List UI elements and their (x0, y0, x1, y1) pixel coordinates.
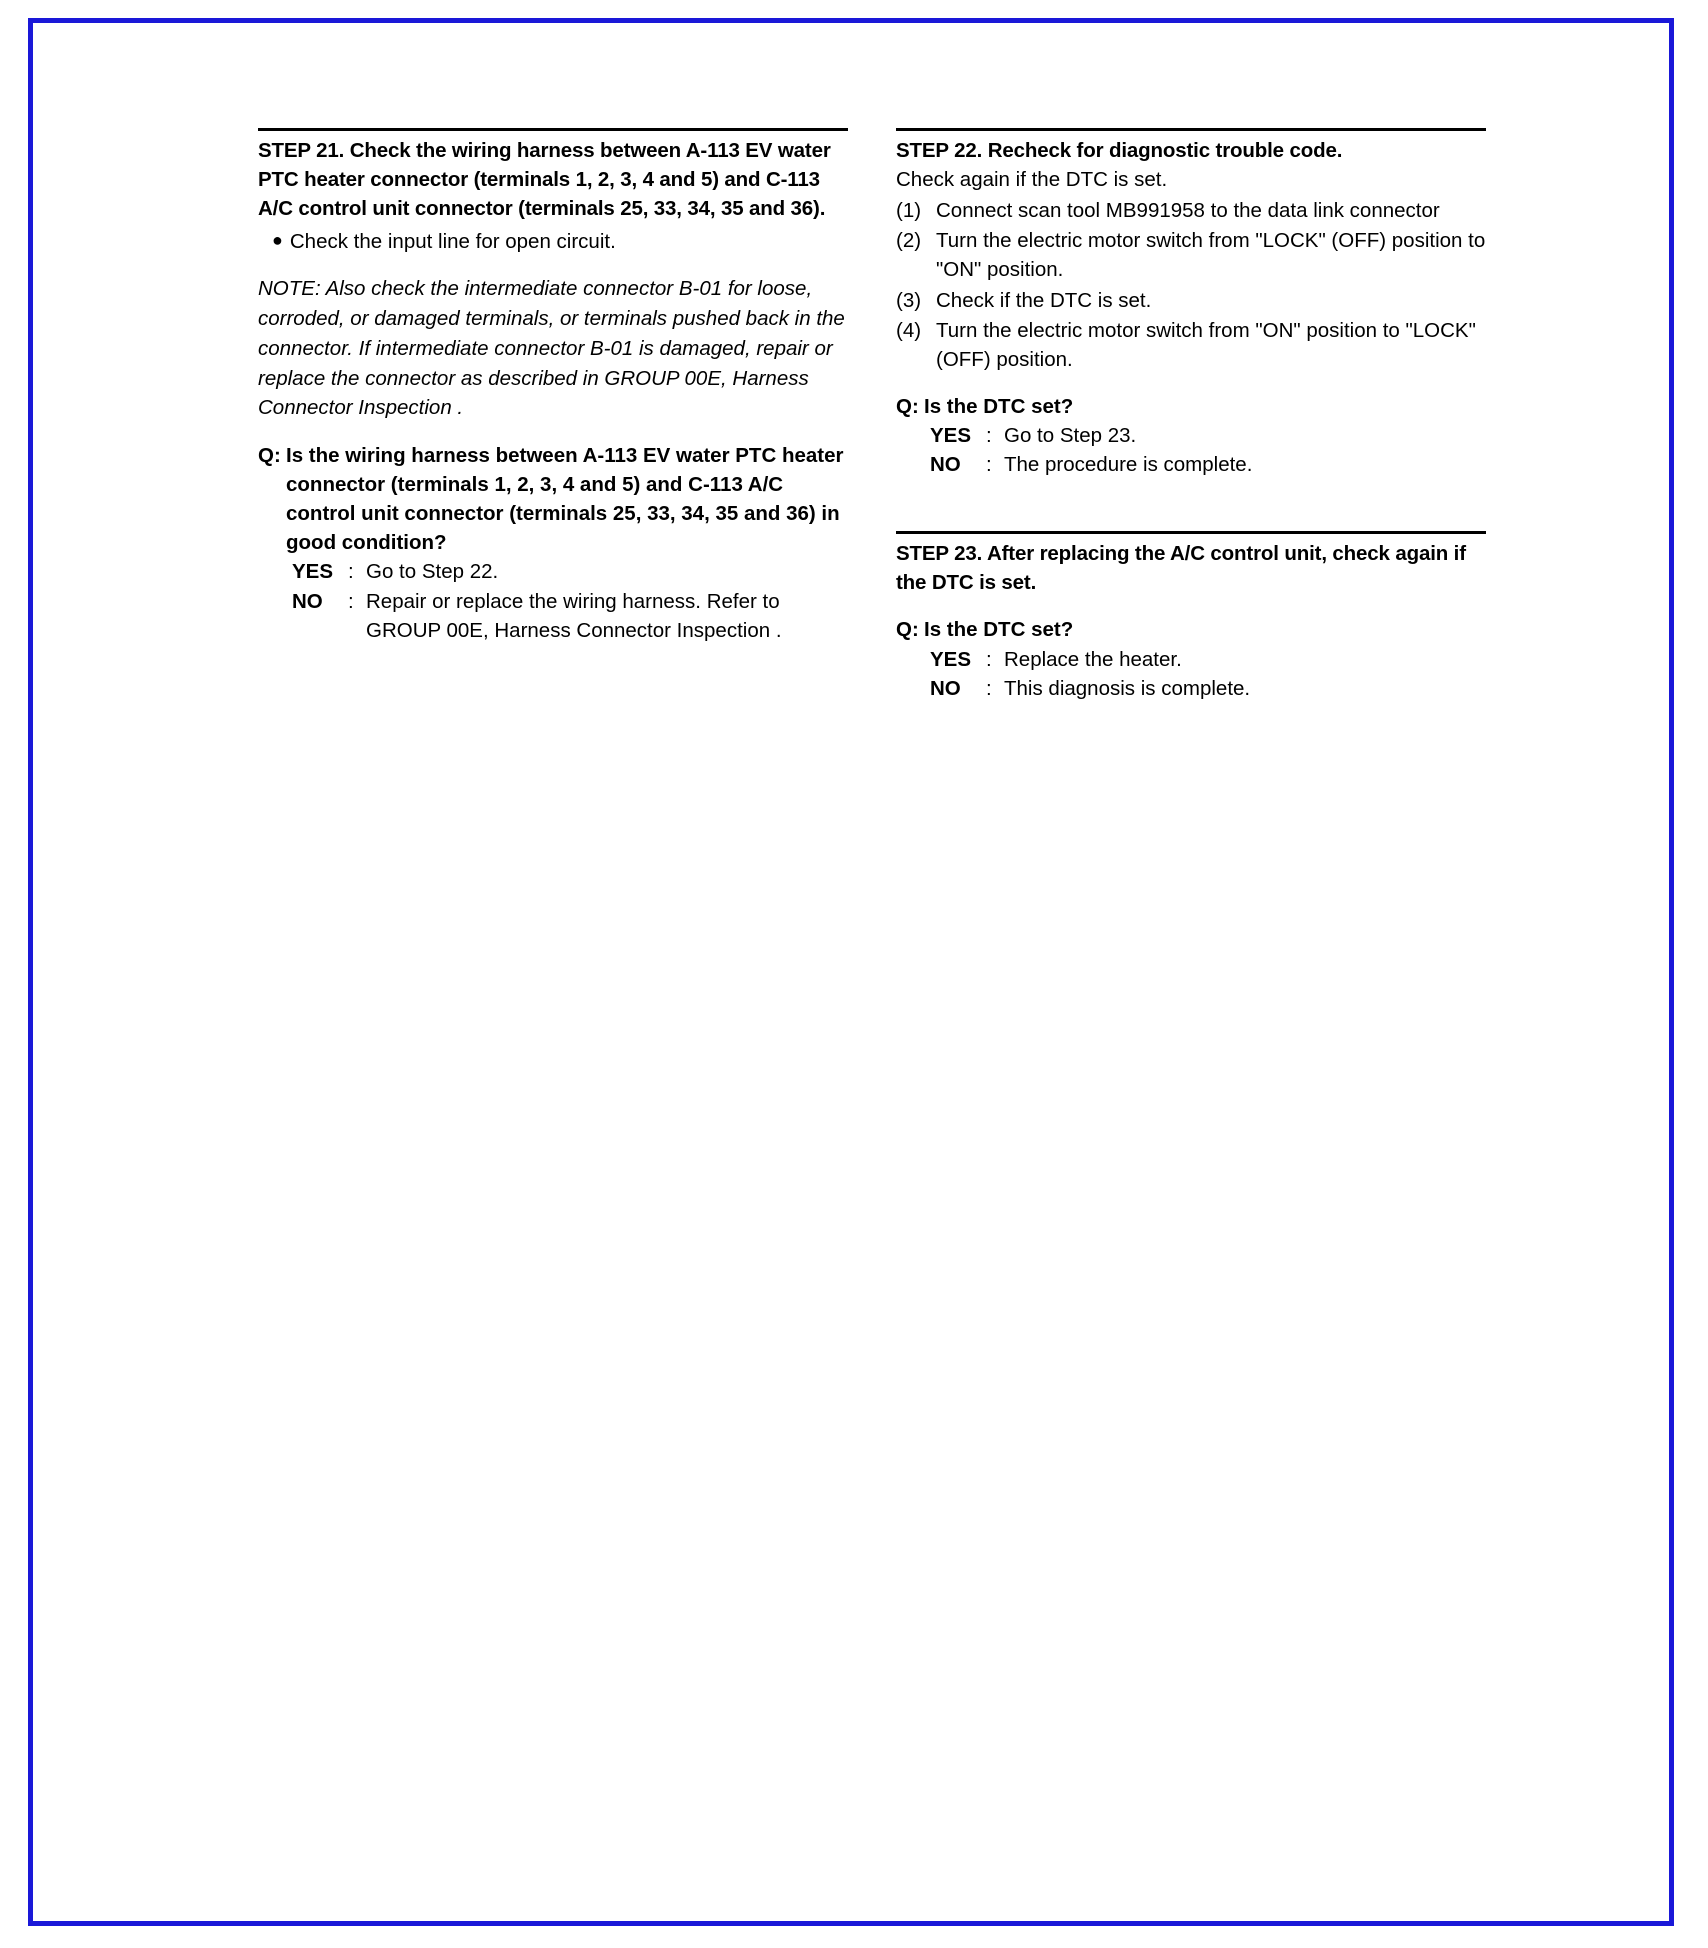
step-23-title: STEP 23. After replacing the A/C control unit, check again if the DTC is set. (896, 542, 1466, 595)
answer-yes-separator: : (986, 423, 992, 447)
answer-no-text: This diagnosis is complete. (1004, 676, 1251, 700)
right-column (896, 128, 1486, 713)
answer-yes-separator: : (348, 560, 354, 584)
list-item-number: (2) (896, 229, 922, 253)
answer-no-separator: : (986, 676, 992, 700)
list-item-text: Turn the electric motor switch from "LOCK" (OFF) position to "ON" position. (936, 229, 1486, 282)
step-23-answer-yes (930, 645, 1486, 674)
list-item-number: (3) (896, 288, 922, 312)
list-item-text: Turn the electric motor switch from "ON" position to "LOCK" (OFF) position. (936, 318, 1476, 371)
answer-no-key: NO (930, 676, 961, 700)
question-marker: Q: (896, 394, 919, 418)
step-21-note: NOTE: Also check the intermediate connector B-01 for loose, corroded, or damaged terminals, or terminals pushed back in the connector. If intermediate connector B-01 is damaged, repair or replace the connector as described in GROUP 00E, Harness Connector Inspection . (258, 277, 845, 420)
step-22-block (896, 128, 1486, 479)
answer-no-separator: : (348, 589, 354, 613)
answer-no-separator: : (986, 453, 992, 477)
step-21-question-block (258, 441, 848, 645)
step-21-bullet-text: Check the input line for open circuit. (289, 230, 616, 254)
step-21-top-rule (258, 128, 848, 131)
question-marker: Q: (896, 618, 919, 642)
step-21-bullet (272, 227, 848, 256)
step-23-top-rule (896, 531, 1486, 534)
answer-yes-separator: : (986, 647, 992, 671)
answer-no-text: Repair or replace the wiring harness. Refer to GROUP 00E, Harness Connector Inspection . (366, 589, 782, 642)
step-22-numbered-list (896, 196, 1486, 374)
list-item-text: Connect scan tool MB991958 to the data link connector (936, 199, 1440, 223)
list-item-number: (4) (896, 318, 922, 342)
block-spacer (896, 489, 1486, 531)
answer-yes-key: YES (292, 560, 334, 584)
answer-no-text: The procedure is complete. (1004, 453, 1253, 477)
list-item (896, 286, 1486, 315)
page-border-frame (28, 18, 1674, 1926)
list-item-text: Check if the DTC is set. (936, 288, 1152, 312)
step-21-answer-no (292, 587, 848, 645)
document-content (258, 128, 1488, 713)
step-22-question-block (896, 392, 1486, 479)
answer-no-key: NO (930, 453, 961, 477)
step-21-block (258, 128, 848, 645)
step-21-question-line (258, 441, 848, 557)
step-23-question-block (896, 615, 1486, 702)
answer-yes-key: YES (930, 423, 972, 447)
step-21-title: STEP 21. Check the wiring harness between A-113 EV water PTC heater connector (terminals 1, 2, 3, 4 and 5) and C-113 A/C control unit connector (terminals 25, 33, 34, 35 and 36). (258, 139, 831, 221)
list-item (896, 316, 1486, 374)
step-23-question-line (896, 615, 1486, 644)
step-21-answer-yes (292, 557, 848, 586)
answer-yes-text: Go to Step 23. (1004, 423, 1137, 447)
answer-yes-key: YES (930, 647, 972, 671)
bullet-icon: ● (272, 230, 283, 251)
step-23-question-text: Is the DTC set? (924, 618, 1074, 642)
step-23-block (896, 531, 1486, 703)
question-marker: Q: (258, 444, 281, 468)
step-22-answer-yes (930, 421, 1486, 450)
left-column (258, 128, 848, 655)
answer-no-key: NO (292, 589, 323, 613)
step-21-question-text: Is the wiring harness between A-113 EV water PTC heater connector (terminals 1, 2, 3, 4 and 5) and C-113 A/C control unit connector (terminals 25, 33, 34, 35 and 36) in good condition? (286, 444, 844, 555)
answer-yes-text: Go to Step 22. (366, 560, 499, 584)
two-column-layout (258, 128, 1488, 713)
list-item-number: (1) (896, 199, 922, 223)
step-22-question-line (896, 392, 1486, 421)
step-23-answer-no (930, 674, 1486, 703)
step-22-question-text: Is the DTC set? (924, 394, 1074, 418)
step-22-answer-no (930, 450, 1486, 479)
step-22-lead-text: Check again if the DTC is set. (896, 168, 1168, 192)
step-22-top-rule (896, 128, 1486, 131)
list-item (896, 196, 1486, 225)
answer-yes-text: Replace the heater. (1004, 647, 1182, 671)
step-22-title: STEP 22. Recheck for diagnostic trouble code. (896, 139, 1343, 162)
list-item (896, 226, 1486, 284)
